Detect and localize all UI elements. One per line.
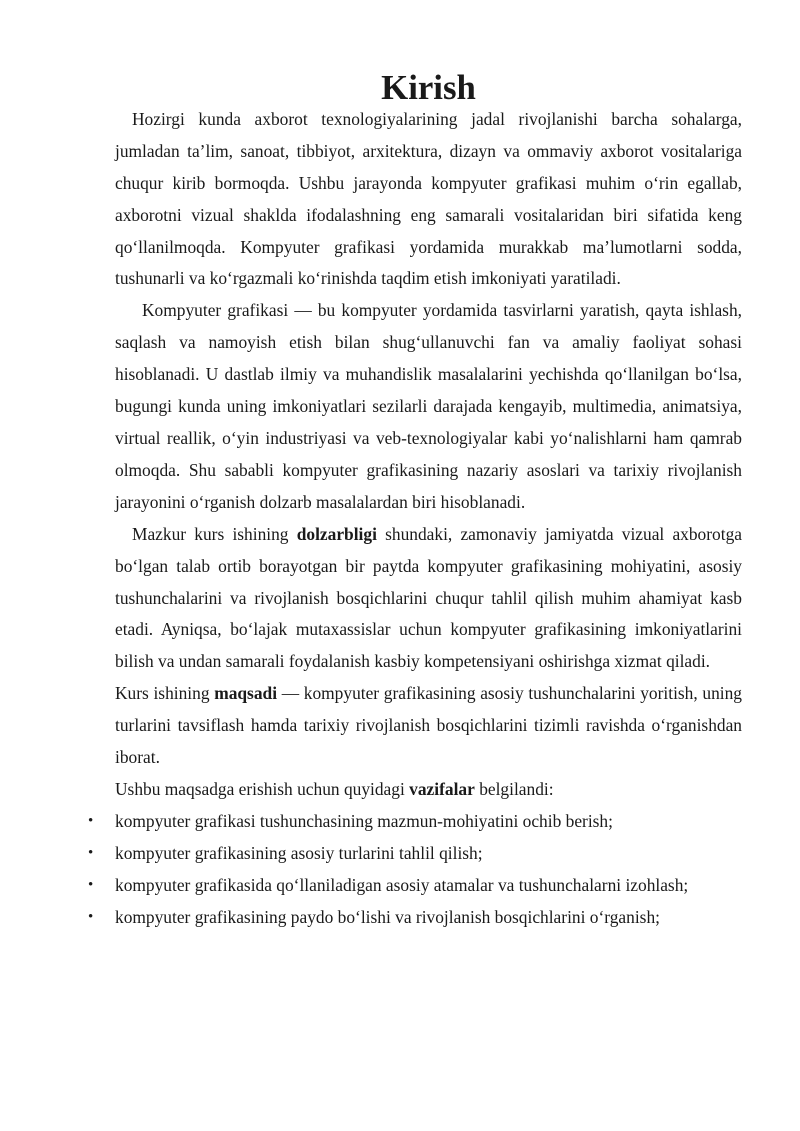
list-item: [88, 838, 742, 870]
goal-text-pre: Kurs ishining: [115, 683, 215, 704]
list-item: [88, 870, 742, 902]
tasks-intro-paragraph: [115, 774, 742, 806]
list-item: [88, 806, 742, 838]
section-title: Kirish: [381, 68, 476, 107]
tasks-keyword: vazifalar: [409, 778, 475, 799]
bullet-icon: •: [88, 908, 94, 925]
bullet-icon: •: [88, 812, 94, 829]
intro-paragraph-2: Kompyuter grafikasi — bu kompyuter yordamida tasvirlarni yaratish, qayta ishlash, saqlash va namoyish etish bilan shug‘ullanuvchi fan va amaliy faoliyat sohasi hisoblanadi. U dastlab ilmiy va muhandislik masalalarini yechishda qo‘llanilgan bo‘lsa, bugungi kunda uning imkoniyatlari sezilarli darajada kengayib, multimedia, animatsiya, virtual reallik, o‘yin industriyasi va veb-texnologiyalar kabi yo‘nalishlarni ham qamrab olmoqda. Shu sababli kompyuter grafikasining nazariy asoslari va tarixiy rivojlanish jarayonini o‘rganish dolzarb masalalardan biri hisoblanadi.: [115, 300, 742, 512]
goal-paragraph: [115, 678, 742, 774]
list-item-text: kompyuter grafikasida qo‘llaniladigan asosiy atamalar va tushunchalarni izohlash;: [115, 874, 689, 895]
goal-text-post: — kompyuter grafikasining asosiy tushunchalarini yoritish, uning turlarini tavsiflash hamda tarixiy rivojlanish bosqichlarini tizimli ravishda o‘rganishdan iborat.: [115, 683, 742, 768]
relevance-text-pre: Mazkur kurs ishining: [132, 523, 297, 544]
intro-paragraph-1: Hozirgi kunda axborot texnologiyalarining jadal rivojlanishi barcha sohalarga, jumladan ta’lim, sanoat, tibbiyot, arxitektura, dizayn va ommaviy axborot vositalariga chuqur kirib bormoqda. Ushbu jarayonda kompyuter grafikasi muhim o‘rin egallab, axborotni vizual shaklda ifodalashning eng samarali vositalaridan biri sifatida keng qo‘llanilmoqda. Kompyuter grafikasi yordamida murakkab ma’lumotlarni sodda, tushunarli va ko‘rgazmali ko‘rinishda taqdim etish imkoniyati yaratiladi.: [115, 108, 742, 289]
list-item: [88, 902, 742, 934]
bullet-icon: •: [88, 876, 94, 893]
tasks-intro-pre: Ushbu maqsadga erishish uchun quyidagi: [115, 778, 410, 799]
tasks-intro-post: belgilandi:: [474, 778, 554, 799]
tasks-list: [88, 806, 742, 934]
list-item-text: kompyuter grafikasining asosiy turlarini tahlil qilish;: [115, 842, 483, 863]
list-item-text: kompyuter grafikasi tushunchasining mazmun-mohiyatini ochib berish;: [115, 810, 613, 831]
list-item-text: kompyuter grafikasining paydo bo‘lishi va rivojlanish bosqichlarini o‘rganish;: [115, 906, 660, 927]
relevance-keyword: dolzarbligi: [296, 523, 377, 544]
bullet-icon: •: [88, 844, 94, 861]
relevance-text-post: shundaki, zamonaviy jamiyatda vizual axborotga bo‘lgan talab ortib borayotgan bir paytda kompyuter grafikasining mohiyatini, asosiy tushunchalarini va rivojlanish bosqichlarini chuqur tahlil qilish muhim ahamiyat kasb etadi. Ayniqsa, bo‘lajak mutaxassislar uchun kompyuter grafikasining imkoniyatlarini bilish va undan samarali foydalanish kasbiy kompetensiyani oshirishga xizmat qiladi.: [115, 523, 742, 672]
goal-keyword: maqsadi: [214, 683, 278, 704]
relevance-paragraph: [115, 519, 742, 679]
